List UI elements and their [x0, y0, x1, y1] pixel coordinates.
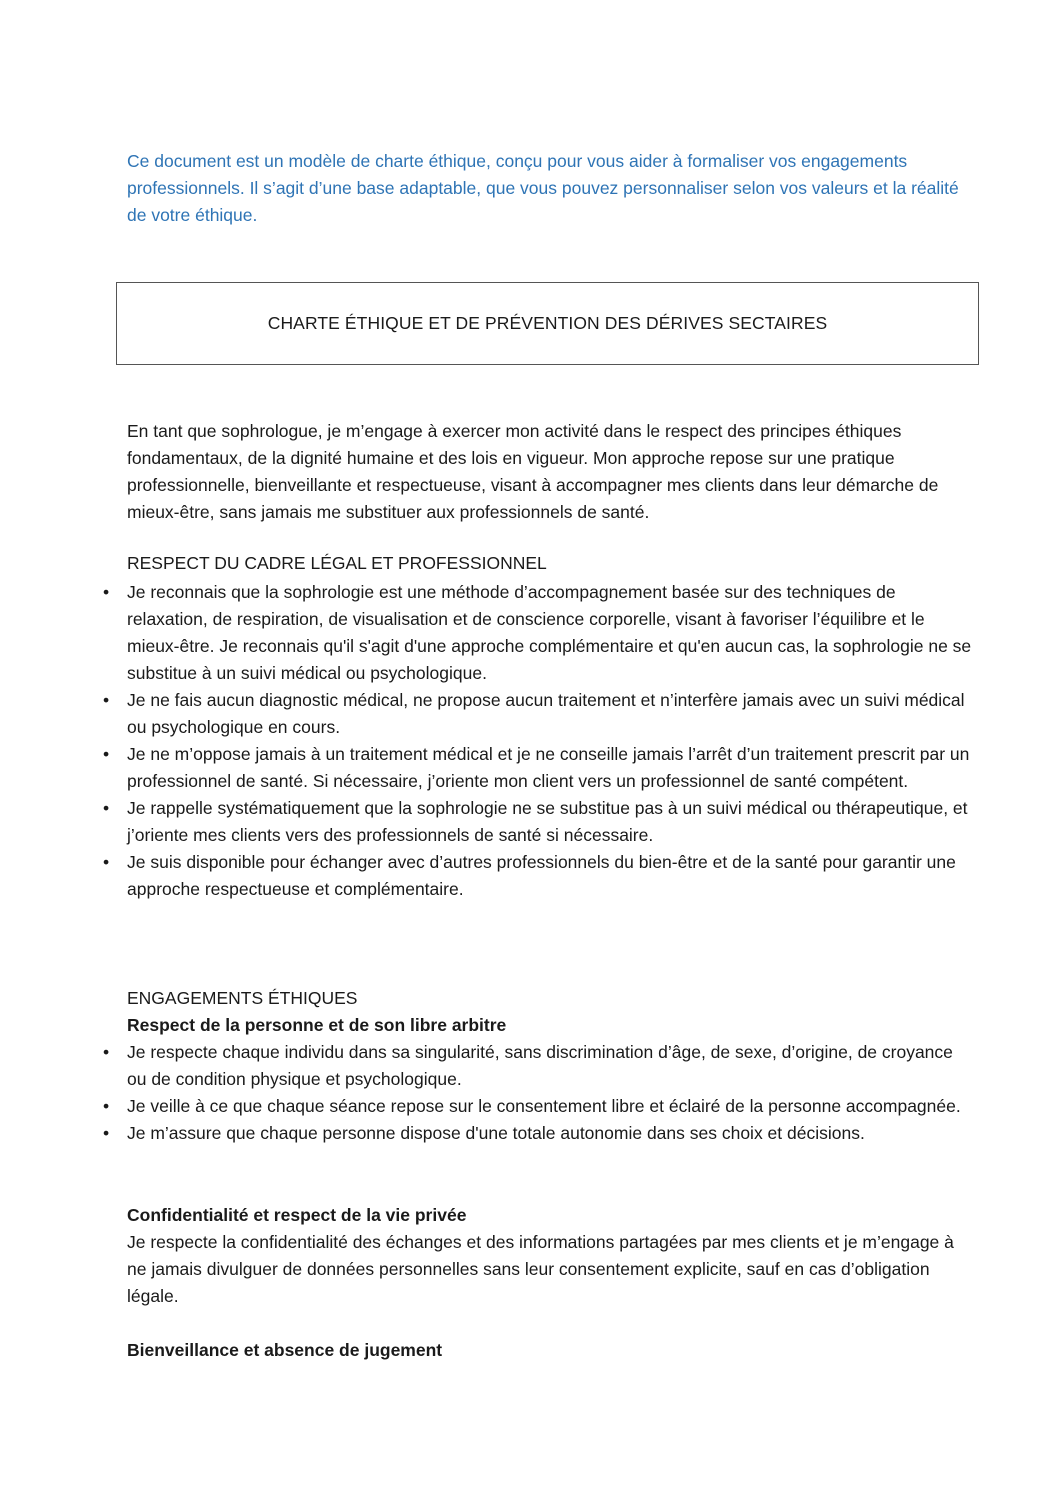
list-item: • Je ne m’oppose jamais à un traitement médical et je ne conseille jamais l’arrêt d’un traitement prescrit par un professionnel de santé. Si nécessaire, j’oriente mon client vers un professionnel de santé compétent. [127, 741, 977, 795]
list-item: • Je rappelle systématiquement que la sophrologie ne se substitue pas à un suivi médical ou thérapeutique, et j’oriente mes clients vers des professionnels de santé si nécessaire. [127, 795, 977, 849]
list-item: • Je m’assure que chaque personne dispose d'une totale autonomie dans ses choix et décisions. [127, 1120, 977, 1147]
title-box [116, 282, 979, 365]
section-heading-legal: RESPECT DU CADRE LÉGAL ET PROFESSIONNEL [127, 553, 547, 573]
preamble-paragraph: En tant que sophrologue, je m’engage à exercer mon activité dans le respect des principes éthiques fondamentaux, de la dignité humaine et des lois en vigueur. Mon approche repose sur une pratique professionnelle, bienveillante et respectueuse, visant à accompagner mes clients dans leur démarche de mieux-être, sans jamais me substituer aux professionnels de santé. [127, 421, 939, 522]
list-item: • Je suis disponible pour échanger avec d’autres professionnels du bien-être et de la santé pour garantir une approche respectueuse et complémentaire. [127, 849, 977, 903]
list-item: • Je respecte chaque individu dans sa singularité, sans discrimination d’âge, de sexe, d’origine, de croyance ou de condition physique et psychologique. [127, 1039, 977, 1093]
confidentiality-paragraph: Je respecte la confidentialité des échanges et des informations partagées par mes clients et je m’engage à ne jamais divulguer de données personnelles sans leur consentement explicite, sauf en cas d’obligation légale. [127, 1232, 954, 1306]
section-heading-ethics: ENGAGEMENTS ÉTHIQUES [127, 988, 358, 1008]
legal-bullet-list [127, 579, 977, 903]
list-item: • Je reconnais que la sophrologie est une méthode d’accompagnement basée sur des techniques de relaxation, de respiration, de visualisation et de conscience corporelle, visant à favoriser l’équilibre et le mieux-être. Je reconnais qu'il s'agit d'une approche complémentaire et qu'en aucun cas, la sophrologie ne se substitue à un suivi médical ou psychologique. [127, 579, 977, 687]
subheading-confidentiality: Confidentialité et respect de la vie privée [127, 1205, 467, 1225]
respect-bullet-list [127, 1039, 977, 1147]
template-intro-note: Ce document est un modèle de charte éthique, conçu pour vous aider à formaliser vos engagements professionnels. Il s’agit d’une base adaptable, que vous pouvez personnaliser selon vos valeurs et la réalité de votre éthique. [127, 151, 959, 225]
subheading-respect: Respect de la personne et de son libre arbitre [127, 1015, 507, 1035]
document-title: CHARTE ÉTHIQUE ET DE PRÉVENTION DES DÉRIVES SECTAIRES [267, 313, 828, 333]
subheading-benevolence: Bienveillance et absence de jugement [127, 1340, 443, 1360]
list-item: • Je ne fais aucun diagnostic médical, ne propose aucun traitement et n’interfère jamais avec un suivi médical ou psychologique en cours. [127, 687, 977, 741]
list-item: • Je veille à ce que chaque séance repose sur le consentement libre et éclairé de la personne accompagnée. [127, 1093, 977, 1120]
